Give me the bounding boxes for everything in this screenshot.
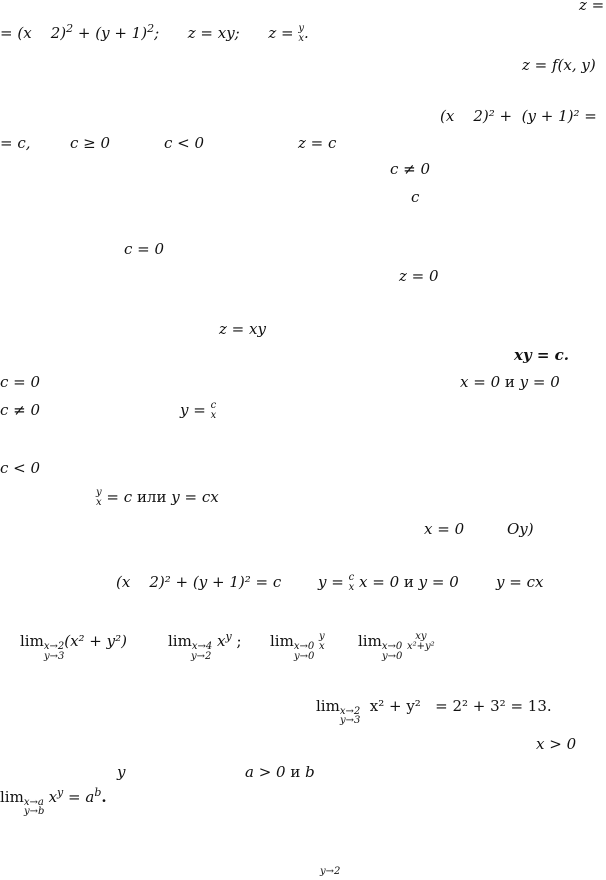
text: и	[290, 763, 301, 781]
equation-summary-line	[496, 573, 543, 591]
lim-expression: x	[43, 788, 58, 806]
text-oy	[507, 520, 534, 538]
fraction	[319, 632, 325, 652]
lim-word: lim	[316, 697, 340, 715]
superscript: b	[94, 786, 102, 799]
text: + (y + 1)	[73, 24, 148, 42]
text: c < 0	[0, 459, 41, 477]
denominator: x	[210, 410, 217, 421]
text: z =	[579, 0, 605, 14]
text: y =	[318, 573, 349, 591]
text: ;	[231, 632, 242, 650]
text-c-ne	[390, 160, 430, 178]
text: = a	[63, 788, 95, 806]
bottom-subscript: y→2	[320, 866, 341, 877]
equation-hyperbola	[180, 401, 216, 421]
denominator: x	[348, 582, 355, 593]
text-c-zero	[124, 240, 164, 258]
text-a-positive	[245, 763, 315, 781]
text: x = 0	[424, 520, 465, 538]
denominator: x	[298, 33, 304, 44]
limit-3-sub2: y→0	[294, 651, 315, 662]
text-c	[411, 188, 419, 206]
text: a > 0	[245, 763, 291, 781]
text: c < 0	[164, 134, 205, 152]
equation-general	[522, 56, 596, 74]
denominator: x²+y²	[407, 641, 435, 652]
text: y = cx	[496, 573, 544, 591]
text-z-xy	[219, 320, 266, 338]
text: xy = c.	[514, 346, 570, 364]
text: c ≠ 0	[0, 401, 41, 419]
limit-5	[0, 788, 107, 808]
text-c-neg	[0, 459, 40, 477]
text: c = 0	[0, 373, 41, 391]
lim-subscript: x→4	[191, 641, 213, 652]
text: c = 0	[124, 240, 165, 258]
superscript: y	[57, 786, 64, 799]
text: z = 0	[399, 267, 439, 285]
lim-word: lim	[0, 788, 24, 806]
text-z-c	[298, 134, 336, 152]
lim-word: lim	[168, 632, 192, 650]
solution-sub2: y→3	[340, 715, 361, 726]
numerator: c	[210, 400, 217, 411]
limit-2	[168, 632, 242, 652]
text: b	[300, 763, 315, 781]
text: y = 0	[413, 573, 459, 591]
text: c ≠ 0	[390, 160, 431, 178]
lim-expression: x² + y² = 2² + 3² = 13.	[360, 697, 552, 715]
text: z = f(x, y)	[522, 56, 596, 74]
text: y	[117, 763, 126, 781]
text: x > 0	[536, 735, 577, 753]
denominator: x	[319, 641, 325, 652]
lim-subscript: x→2	[43, 641, 65, 652]
equation-functions	[0, 24, 309, 44]
limit-4-sub2: y→0	[382, 651, 403, 662]
text: или	[136, 488, 167, 506]
text: = c,	[0, 134, 31, 152]
numerator: y	[319, 631, 325, 642]
text-x-positive	[536, 735, 576, 753]
fraction	[407, 632, 435, 652]
text-z-zero	[399, 267, 439, 285]
solution-limit	[316, 697, 552, 717]
text: .	[101, 788, 107, 806]
text: .	[304, 24, 309, 42]
limit-1	[20, 632, 127, 652]
text: z = c	[298, 134, 337, 152]
limit-4	[358, 632, 435, 652]
text: c	[411, 188, 420, 206]
text: ; z = xy; z =	[154, 24, 299, 42]
text: z = xy	[219, 320, 266, 338]
text: = (x 2)	[0, 24, 67, 42]
text: = c	[101, 488, 137, 506]
lim-expression: (x² + y²)	[64, 632, 127, 650]
numerator: c	[348, 572, 355, 583]
numerator: y	[96, 487, 102, 498]
equation-line	[96, 488, 219, 508]
lim-word: lim	[20, 632, 44, 650]
text: x = 0	[460, 373, 501, 391]
limit-3	[270, 632, 325, 652]
limit-5-sub2: y→b	[24, 806, 45, 817]
text: (x 2)² + (y + 1)² =	[440, 107, 597, 125]
text: y = cx	[166, 488, 219, 506]
limit-2-sub2: y→2	[191, 651, 212, 662]
lim-word: lim	[270, 632, 294, 650]
lim-word: lim	[358, 632, 382, 650]
text: Oy)	[507, 520, 534, 538]
equation-summary-hyperbola	[318, 573, 459, 593]
text-x-zero	[424, 520, 464, 538]
denominator: x	[96, 497, 102, 508]
text-c-lt	[164, 134, 204, 152]
lim-subscript: x→a	[23, 797, 44, 808]
superscript: y	[225, 630, 232, 643]
text-y	[117, 763, 125, 781]
equation-circle	[440, 107, 597, 125]
lim-expression: x	[212, 632, 226, 650]
text: x = 0	[354, 573, 404, 591]
lim-subscript: x→2	[339, 706, 361, 717]
text-c-cases	[0, 134, 31, 152]
limit-1-sub2: y→3	[44, 651, 65, 662]
text: y =	[180, 401, 211, 419]
text-c-zero-2	[0, 373, 40, 391]
text: (x 2)² + (y + 1)² = c	[116, 573, 282, 591]
numerator: xy	[415, 631, 427, 642]
fraction	[211, 401, 217, 421]
text: y = 0	[519, 373, 560, 391]
superscript: 2	[147, 22, 155, 35]
lim-subscript: x→0	[381, 641, 403, 652]
text-axes	[460, 373, 560, 391]
text-xy-c	[514, 346, 569, 364]
superscript: 2	[66, 22, 74, 35]
equation-summary-circle	[116, 573, 281, 591]
numerator: y	[298, 23, 304, 34]
text-c-ge	[70, 134, 110, 152]
text: и	[500, 373, 520, 391]
text: c ≥ 0	[70, 134, 111, 152]
lim-subscript: x→0	[293, 641, 315, 652]
text-c-ne-2	[0, 401, 40, 419]
text: и	[403, 573, 414, 591]
text-z-eq	[579, 0, 604, 14]
